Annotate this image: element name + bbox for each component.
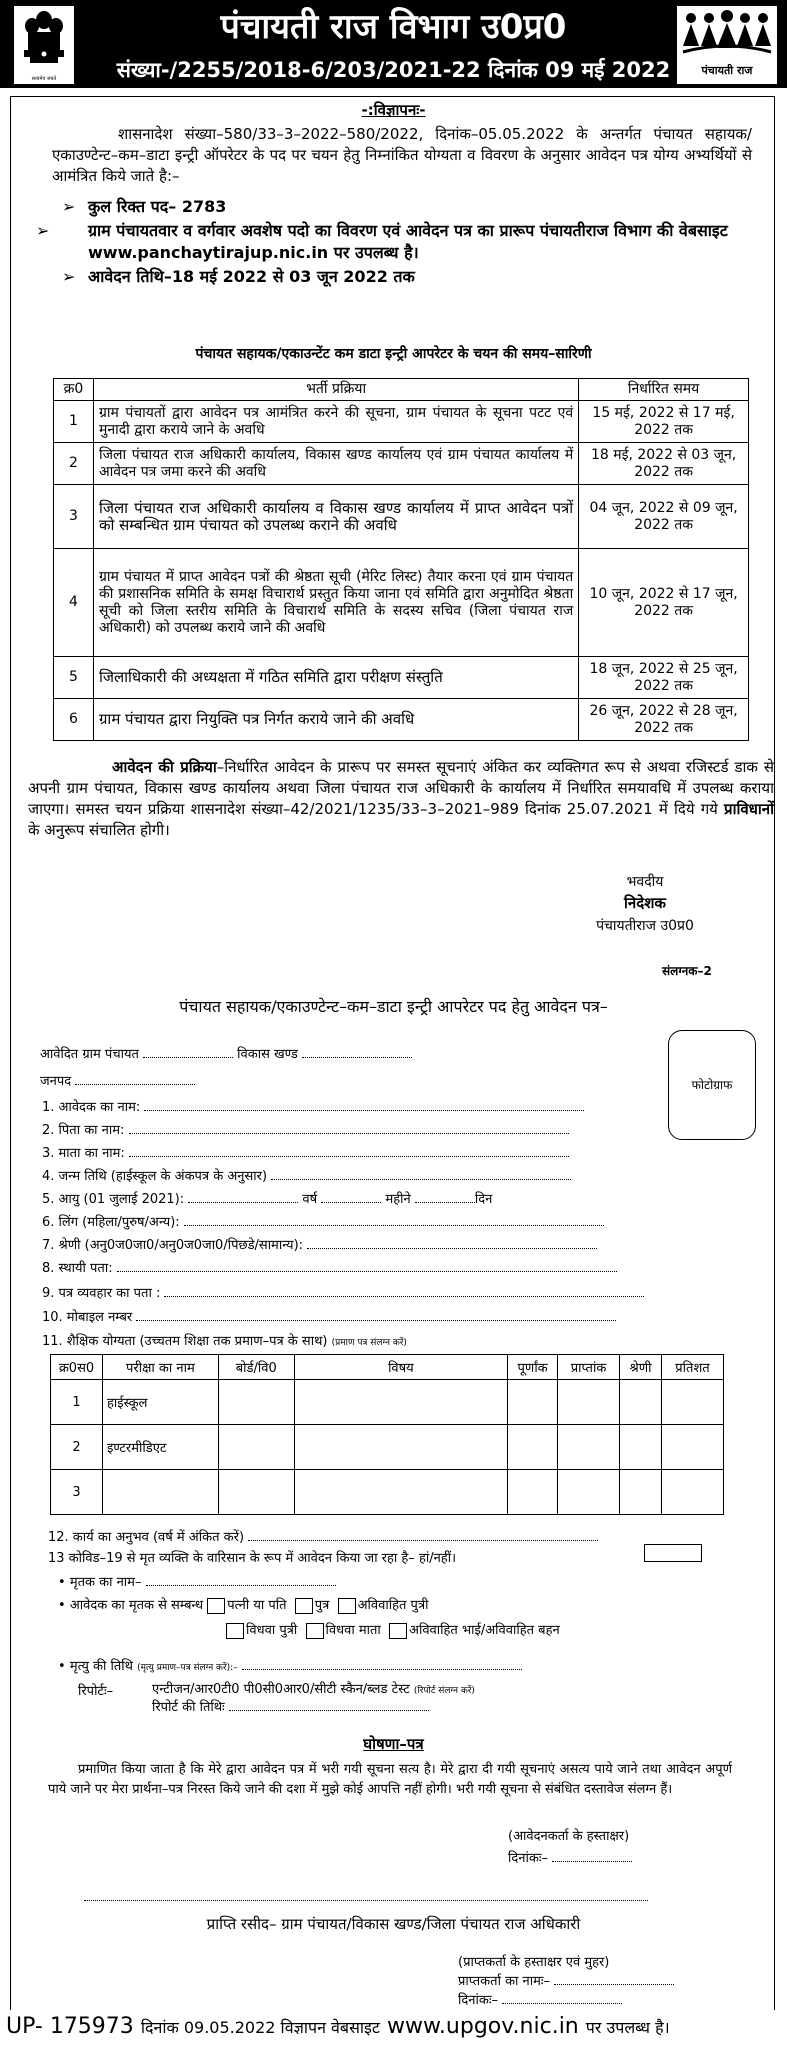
field-gender	[42, 1212, 604, 1230]
cell-input[interactable]	[661, 1425, 723, 1470]
field-relation: • आवेदक का मृतक से सम्बन्ध पत्नी या पति पुत्र अविवाहित पुत्री	[58, 1598, 429, 1613]
cell-input[interactable]	[558, 1470, 620, 1515]
field-dob	[42, 1166, 571, 1184]
process-text: –निर्धारित आवेदन के प्रारूप पर समस्त सूचनाएं अंकित कर व्यक्तिगत रूप से अथवा रजिस्टर्ड डाक से अपनी ग्राम पंचायत, विकास खण्ड कार्यालय अथवा जिला पंचायत राज अधिकारी के कार्यालय में निर्धारित समयावधि में उपलब्ध कराया जाएगा। समस्त चयन प्रक्रिया शासनादेश संख्या–42/2021/1235/33–3–2021–989 दिनांक 25.07.2021 में दिये गये	[28, 758, 774, 818]
death-date-note: (मृत्यु प्रमाण–पत्र संलग्न करें):–	[137, 1663, 238, 1673]
footer-bar	[0, 2010, 787, 2047]
field-label: दिनांकः–	[508, 1851, 548, 1866]
form-title: पंचायत सहायक/एकाउण्टेन्ट–कम–डाटा इन्ट्री आपरेटर पद हेतु आवेदन पत्र–	[179, 997, 608, 1016]
application-process	[28, 757, 774, 841]
dob-blank[interactable]	[271, 1167, 571, 1180]
col-header: प्राप्तांक	[558, 1355, 620, 1380]
field-label: दिनांकः–	[458, 1993, 498, 2008]
cell-sno: 1	[54, 401, 94, 443]
field-label: 7. श्रेणी (अनु0ज0जा0/अनु0ज0जा0/पिछडे/सामान्य):	[42, 1238, 304, 1253]
field-father-name	[42, 1120, 569, 1138]
cell-time: 04 जून, 2022 से 09 जून, 2022 तक	[579, 485, 749, 549]
table-row	[51, 1470, 724, 1515]
cut-line	[84, 1900, 648, 1901]
deceased-name-blank[interactable]	[146, 1573, 336, 1586]
cell-process: जिला पंचायत राज अधिकारी कार्यालय व विकास खण्ड कार्यालय में प्राप्त आवेदन पत्रों को सम्बन्धित ग्राम पंचायत को उपलब्ध कराने की अवधि	[93, 485, 578, 549]
field-permanent-address	[42, 1258, 617, 1276]
option-label: पुत्र	[314, 1598, 330, 1613]
field-label: जनपद	[40, 1074, 72, 1089]
bullet-dates	[62, 266, 752, 288]
field-label: आवेदक का मृतक से सम्बन्ध	[69, 1598, 204, 1613]
gender-blank[interactable]	[184, 1213, 604, 1226]
field-report-label: रिपोर्टः–	[78, 1684, 114, 1699]
cell-process: ग्राम पंचायत में प्राप्त आवेदन पत्रों की श्रेष्ठता सूची (मेरिट लिस्ट) तैयार करना एवं ग्राम पंचायत की प्रशासनिक समिति के समक्ष विचारार्थ प्रस्तुत किया जाना एवं समिति द्वारा अनुमोदित श्रेष्ठता सूची को जिला स्तरीय समिति के विचारार्थ समिति के सदस्य सचिव (जिला पंचायत राज अधिकारी) को उपलब्ध कराये जाने की अवधि	[93, 549, 578, 657]
cell-input[interactable]	[294, 1425, 507, 1470]
field-label: 3. माता का नाम:	[42, 1146, 125, 1161]
field-label: 5. आयु (01 जुलाई 2021):	[42, 1192, 185, 1207]
cell-sno: 1	[51, 1380, 103, 1425]
receipt-date-blank[interactable]	[502, 1991, 622, 2004]
notice-intro-text: शासनादेश संख्या–580/33–3–2022–580/2022, दिनांक–05.05.2022 के अन्तर्गत पंचायत सहायक/एकाउण्टेन्ट–कम–डाटा इन्ट्री ऑपरेटर के पद पर चयन हेतु निम्नांकित योग्यता व विवरण के अनुसार आवेदन पत्र योग्य अभ्यर्थियों से आमंत्रित किये जाते है:–	[52, 125, 752, 185]
field-category	[42, 1235, 597, 1253]
receiver-name	[458, 1971, 674, 1989]
cell-time: 15 मई, 2022 से 17 मई, 2022 तक	[579, 401, 749, 443]
field-death-date: • मृत्यु की तिथि (मृत्यु प्रमाण–पत्र संलग्न करें):–	[58, 1656, 522, 1674]
table-row	[54, 443, 749, 485]
field-label: प्राप्तकर्ता का नामः–	[458, 1974, 551, 1989]
header-band	[0, 0, 787, 88]
category-blank[interactable]	[307, 1236, 597, 1249]
field-label: 2. पिता का नाम:	[42, 1123, 125, 1138]
field-age	[42, 1189, 492, 1207]
cell-input[interactable]	[620, 1470, 662, 1515]
option-label: अविवाहित पुत्री	[357, 1598, 429, 1613]
schedule-header-row	[54, 379, 749, 401]
cell-sno: 2	[51, 1425, 103, 1470]
footer-end: पर उपलब्ध है।	[585, 2018, 670, 2037]
option-label: अविवाहित भाई/अविवाहित बहन	[409, 1623, 560, 1638]
col-header-time: निर्धारित समय	[579, 379, 749, 401]
declaration-body	[48, 1760, 732, 1800]
col-header: प्रतिशत	[661, 1355, 723, 1380]
declaration-text: प्रमाणित किया जाता है कि मेरे द्वारा आवेदन पत्र में भरी गयी सूचना सत्य है। मेरे द्वारा दी गयी सूचनाएं असत्य पाये जाने तथा आवेदन अपूर्ण पाये जाने पर मेरा प्रार्थना–पत्र निरस्त किये जाने की दशा में मुझे कोई आपत्ति नहीं होगी। भरी गयी सूचना से संबंधित दस्तावेज संलग्न हैं।	[48, 1762, 732, 1797]
col-header-process: भर्ती प्रक्रिया	[93, 379, 578, 401]
bullet-text: कुल रिक्त पद– 2783	[88, 197, 227, 216]
col-header: क्र0स0	[51, 1355, 103, 1380]
receipt-date	[458, 1990, 622, 2008]
education-header-row	[51, 1355, 724, 1380]
field-gram-panchayat	[40, 1044, 412, 1062]
notice-intro	[52, 124, 752, 187]
education-table	[50, 1354, 724, 1515]
cell-input[interactable]	[620, 1425, 662, 1470]
option-label: विधवा पुत्री	[246, 1623, 298, 1638]
field-label: मृतक का नाम–	[69, 1575, 142, 1590]
field-label: 12. कार्य का अनुभव (वर्ष में अंकित करें)	[48, 1530, 245, 1545]
notice-heading: -:विज्ञापनः-	[361, 101, 426, 119]
checkbox-unmarried-sibling[interactable]	[389, 1623, 407, 1639]
field-report-date	[152, 1697, 429, 1715]
field-label: 10. मोबाइल नम्बर	[42, 1310, 133, 1325]
experience-blank[interactable]	[248, 1528, 598, 1541]
permanent-address-blank[interactable]	[117, 1259, 617, 1272]
declaration-date	[508, 1848, 632, 1866]
field-label: महीने	[385, 1192, 411, 1207]
panchayati-raj-logo	[677, 6, 777, 84]
field-report-type	[152, 1679, 475, 1697]
applicant-name-blank[interactable]	[144, 1098, 584, 1111]
field-label: रिपोर्ट की तिथिः	[152, 1700, 225, 1715]
table-row	[51, 1425, 724, 1470]
correspondence-address-blank[interactable]	[164, 1284, 644, 1297]
field-applicant-name	[42, 1097, 584, 1115]
photo-box[interactable]: फोटोग्राफ	[668, 1030, 756, 1140]
emblem-caption: सत्यमेव जयते	[31, 76, 57, 82]
checkbox-widow-mother[interactable]	[306, 1623, 324, 1639]
report-types: एन्टीजन/आर0टी0 पी0सी0आर0/सीटी स्कैन/ब्लड टेस्ट	[152, 1682, 410, 1697]
checkbox-widow-daughter[interactable]	[226, 1623, 244, 1639]
col-header: बोर्ड/वि0	[218, 1355, 294, 1380]
relation-options-row2	[226, 1620, 560, 1639]
cell-sno: 3	[54, 485, 94, 549]
table-row	[54, 699, 749, 741]
cell-sno: 3	[51, 1470, 103, 1515]
field-label: विकास खण्ड	[237, 1047, 298, 1062]
field-label: 4. जन्म तिथि (हाईस्कूल के अंकपत्र के अनुसार)	[42, 1169, 268, 1184]
mobile-blank[interactable]	[136, 1308, 616, 1321]
annexure-label: संलग्नक–2	[662, 964, 712, 978]
process-label: आवेदन की प्रक्रिया	[112, 758, 217, 776]
field-correspondence-address	[42, 1283, 644, 1301]
cell-input[interactable]	[620, 1380, 662, 1425]
report-date-blank[interactable]	[229, 1698, 429, 1711]
col-header: पूर्णांक	[508, 1355, 558, 1380]
cell-input[interactable]	[508, 1470, 558, 1515]
age-day-blank[interactable]	[415, 1190, 475, 1203]
cell-sno: 4	[54, 549, 94, 657]
arrow-bullet-icon: ➢	[62, 267, 76, 286]
cell-process: जिला पंचायत राज अधिकारी कार्यालय, विकास खण्ड कार्यालय एवं ग्राम पंचायत कार्यालय में आवेदन पत्र जमा करने की अवधि	[93, 443, 578, 485]
age-month-blank[interactable]	[321, 1190, 381, 1203]
field-mother-name	[42, 1143, 569, 1161]
cell-sno: 5	[54, 657, 94, 699]
checkbox-spouse[interactable]	[207, 1598, 225, 1614]
table-row	[54, 401, 749, 443]
cell-input[interactable]	[218, 1380, 294, 1425]
field-deceased-name: • मृतक का नाम–	[58, 1572, 336, 1590]
cell-input[interactable]	[294, 1380, 507, 1425]
cell-exam: हाईस्कूल	[102, 1380, 218, 1425]
declaration-date-blank[interactable]	[552, 1849, 632, 1862]
field-label: मृत्यु की तिथि	[69, 1659, 133, 1674]
cell-input[interactable]	[508, 1425, 558, 1470]
bullet-vacancies	[62, 196, 752, 218]
col-header-sno: क्र0	[54, 379, 94, 401]
table-row	[54, 657, 749, 699]
cell-input[interactable]	[661, 1470, 723, 1515]
field-covid-heir	[48, 1548, 456, 1566]
cell-time: 10 जून, 2022 से 17 जून, 2022 तक	[579, 549, 749, 657]
field-mobile	[42, 1307, 616, 1325]
cell-time: 18 मई, 2022 से 03 जून, 2022 तक	[579, 443, 749, 485]
process-bold-word: प्राविधानों	[724, 800, 774, 818]
cell-input[interactable]	[294, 1470, 507, 1515]
arrow-bullet-icon: ➢	[62, 197, 76, 216]
col-header: श्रेणी	[620, 1355, 662, 1380]
education-note: (प्रमाण पत्र संलग्न करें)	[331, 1338, 407, 1348]
death-date-blank[interactable]	[242, 1657, 522, 1670]
cell-exam	[102, 1470, 218, 1515]
field-label: आवेदित ग्राम पंचायत	[40, 1047, 139, 1062]
cell-process: जिलाधिकारी की अध्यक्षता में गठित समिति द्वारा परीक्षण संस्तुति	[93, 657, 578, 699]
father-name-blank[interactable]	[129, 1121, 569, 1134]
reference-number: संख्या-/2255/2018-6/203/2021-22 दिनांक 09 मई 2022	[116, 58, 671, 82]
field-label: 1. आवेदक का नाम:	[42, 1100, 141, 1115]
option-label: विधवा माता	[325, 1623, 381, 1638]
signatory-title: निदेशक	[624, 894, 666, 912]
field-label: 8. स्थायी पता:	[42, 1261, 113, 1276]
cell-input[interactable]	[218, 1425, 294, 1470]
report-note: (रिपोर्ट संलग्न करें)	[413, 1686, 475, 1696]
closing-salutation: भवदीय	[626, 874, 664, 890]
option-label: पत्नी या पति	[227, 1598, 287, 1613]
field-label: 6. लिंग (महिला/पुरुष/अन्य):	[42, 1215, 180, 1230]
field-experience	[48, 1527, 598, 1545]
footer-line	[6, 2014, 670, 2039]
vikas-khand-blank[interactable]	[302, 1045, 412, 1058]
cell-input[interactable]	[558, 1425, 620, 1470]
checkbox-son[interactable]	[295, 1598, 313, 1614]
cell-sno: 6	[54, 699, 94, 741]
table-row	[54, 485, 749, 549]
col-header: विषय	[294, 1355, 507, 1380]
bullet-text: ग्राम पंचायतवार व वर्गवार अवशेष पदो का विवरण एवं आवेदन पत्र का प्रारूप पंचायतीराज विभाग की वेबसाइट www.panchaytirajup.nic.in पर उपलब्ध है।	[88, 221, 728, 262]
page-title: पंचायती राज विभाग उ0प्र0	[220, 7, 567, 47]
field-janpad	[40, 1071, 195, 1089]
field-label: 9. पत्र व्यवहार का पता :	[42, 1286, 161, 1301]
cell-exam: इण्टरमीडिएट	[102, 1425, 218, 1470]
cell-process: ग्राम पंचायतों द्वारा आवेदन पत्र आमंत्रित करने की सूचना, ग्राम पंचायत के सूचना पटट एवं मुनादी द्वारा कराये जाने के अवधि	[93, 401, 578, 443]
logo-caption: पंचायती राज	[701, 64, 753, 77]
cell-input[interactable]	[508, 1380, 558, 1425]
field-education	[42, 1331, 407, 1349]
footer-mid: दिनांक 09.05.2022 विज्ञापन वेबसाइट	[140, 2018, 380, 2037]
covid-heir-answer-box[interactable]	[644, 1544, 702, 1562]
receiver-signature-label: (प्राप्तकर्ता के हस्ताक्षर एवं मुहर)	[458, 1955, 610, 1970]
arrow-bullet-icon: ➢	[36, 221, 50, 240]
age-year-blank[interactable]	[188, 1190, 298, 1203]
cell-process: ग्राम पंचायत द्वारा नियुक्ति पत्र निर्गत कराये जाने की अवधि	[93, 699, 578, 741]
schedule-table	[53, 378, 749, 741]
janpad-blank[interactable]	[75, 1072, 195, 1085]
people-group-icon	[677, 6, 777, 58]
field-label: 11. शैक्षिक योग्यता (उच्चतम शिक्षा तक प्रमाण–पत्र के साथ)	[42, 1334, 328, 1349]
cell-sno: 2	[54, 443, 94, 485]
signatory-department: पंचायतीराज उ0प्र0	[596, 918, 694, 934]
bullet-text: आवेदन तिथि–18 मई 2022 से 03 जून 2022 तक	[88, 267, 415, 286]
process-end: के अनुरूप संचालित होगी।	[28, 821, 170, 839]
cell-time: 26 जून, 2022 से 28 जून, 2022 तक	[579, 699, 749, 741]
bullet-website	[36, 220, 758, 264]
table-row	[54, 549, 749, 657]
footer-code: UP- 175973	[6, 2014, 134, 2039]
applicant-signature-label: (आवेदनकर्ता के हस्ताक्षर)	[508, 1829, 630, 1844]
gram-panchayat-blank[interactable]	[143, 1045, 233, 1058]
cell-input[interactable]	[218, 1470, 294, 1515]
field-label: दिन	[474, 1192, 493, 1207]
declaration-title: घोषणा–पत्र	[363, 1735, 424, 1753]
field-label: 13 कोविड–19 से मृत व्यक्ति के वारिसान के रूप में आवेदन किया जा रहा है– हां/नहीं।	[48, 1551, 457, 1566]
receipt-title: प्राप्ति रसीद– ग्राम पंचायत/विकास खण्ड/जिला पंचायत राज अधिकारी	[206, 1915, 581, 1933]
checkbox-unmarried-daughter[interactable]	[338, 1598, 356, 1614]
table-row	[51, 1380, 724, 1425]
cell-time: 18 जून, 2022 से 25 जून, 2022 तक	[579, 657, 749, 699]
footer-url[interactable]: www.upgov.nic.in	[386, 2014, 579, 2039]
field-label: वर्ष	[302, 1192, 318, 1207]
schedule-title: पंचायत सहायक/एकाउन्टेंट कम डाटा इन्ट्री आपरेटर के चयन की समय–सारिणी	[195, 346, 592, 362]
mother-name-blank[interactable]	[129, 1144, 569, 1157]
col-header: परीक्षा का नाम	[102, 1355, 218, 1380]
cell-input[interactable]	[661, 1380, 723, 1425]
cell-input[interactable]	[558, 1380, 620, 1425]
receiver-name-blank[interactable]	[554, 1972, 674, 1985]
